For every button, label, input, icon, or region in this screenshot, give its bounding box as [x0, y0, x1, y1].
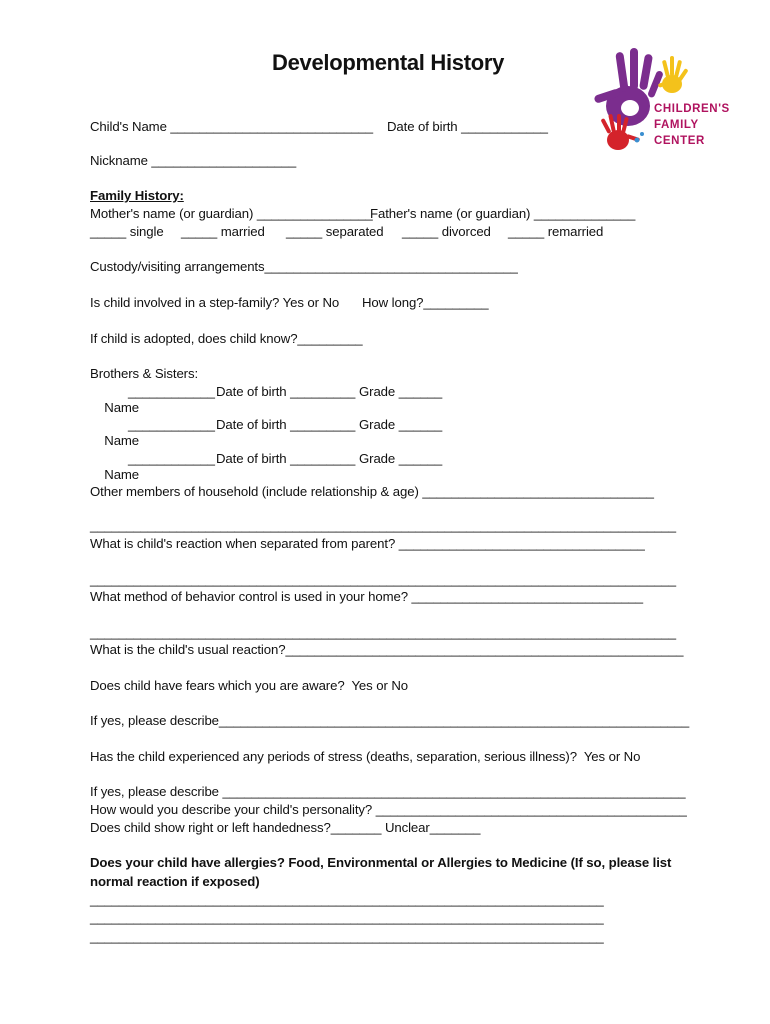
- family-history-heading: Family History:: [90, 188, 184, 203]
- allergies-question: Does your child have allergies? Food, Environmental or Allergies to Medicine (If so, please list: [90, 855, 672, 870]
- handedness-field[interactable]: Does child show right or left handedness?_______ Unclear_______: [90, 820, 481, 835]
- fathers-name-field[interactable]: Father's name (or guardian) ______________: [370, 206, 636, 221]
- how-long-field[interactable]: How long?_________: [362, 295, 489, 310]
- status-separated-field[interactable]: _____ separated: [286, 224, 384, 239]
- sibling-dob-field[interactable]: Date of birth _________: [216, 451, 356, 466]
- fears-describe-field[interactable]: If yes, please describe_________________________________________________________________: [90, 713, 690, 728]
- blank-answer-line[interactable]: _________________________________________________________________________________: [90, 572, 676, 587]
- allergy-answer-line[interactable]: _______________________________________________________________________: [90, 892, 604, 907]
- stress-question[interactable]: Has the child experienced any periods of stress (deaths, separation, serious illness)? Yes or No: [90, 749, 641, 764]
- sibling-dob-field[interactable]: Date of birth _________: [216, 384, 356, 399]
- logo-text-line-3: CENTER: [654, 135, 705, 147]
- logo-text-line-2: FAMILY: [654, 119, 699, 131]
- page-title: Developmental History: [272, 50, 505, 75]
- behavior-control-field[interactable]: What method of behavior control is used in your home? ________________________________: [90, 589, 644, 604]
- sibling-name-label: Name: [104, 433, 140, 448]
- custody-field[interactable]: Custody/visiting arrangements___________________________________: [90, 259, 518, 274]
- other-members-field[interactable]: Other members of household (include relationship & age) ________________________________: [90, 484, 654, 499]
- brothers-sisters-heading: Brothers & Sisters:: [90, 366, 199, 381]
- logo-text-line-1: CHILDREN'S: [654, 103, 730, 115]
- personality-field[interactable]: How would you describe your child's personality? ___________________________________________: [90, 802, 687, 817]
- allergies-question-continued: normal reaction if exposed): [90, 874, 260, 889]
- sibling-grade-field[interactable]: Grade ______: [359, 384, 443, 399]
- status-single-field[interactable]: _____ single: [90, 224, 164, 239]
- stress-describe-field[interactable]: If yes, please describe ________________________________________________________________: [90, 784, 686, 799]
- separation-reaction-field[interactable]: What is child's reaction when separated from parent? __________________________________: [90, 536, 645, 551]
- sibling-dob-field[interactable]: Date of birth _________: [216, 417, 356, 432]
- mothers-name-field[interactable]: Mother's name (or guardian) ________________: [90, 206, 373, 221]
- status-remarried-field[interactable]: _____ remarried: [508, 224, 604, 239]
- fears-question[interactable]: Does child have fears which you are aware? Yes or No: [90, 678, 408, 693]
- allergy-answer-line[interactable]: _______________________________________________________________________: [90, 910, 604, 925]
- sibling-name-field[interactable]: ____________: [128, 417, 215, 432]
- allergy-answer-line[interactable]: _______________________________________________________________________: [90, 929, 604, 944]
- sibling-grade-field[interactable]: Grade ______: [359, 451, 443, 466]
- sibling-grade-field[interactable]: Grade ______: [359, 417, 443, 432]
- nickname-field[interactable]: Nickname ____________________: [90, 153, 297, 168]
- status-divorced-field[interactable]: _____ divorced: [402, 224, 491, 239]
- usual-reaction-field[interactable]: What is the child's usual reaction?_______________________________________________________: [90, 642, 684, 657]
- sibling-name-label: Name: [104, 400, 140, 415]
- childs-name-field[interactable]: Child's Name ____________________________: [90, 119, 373, 134]
- step-family-question[interactable]: Is child involved in a step-family? Yes or No: [90, 295, 340, 310]
- adopted-question[interactable]: If child is adopted, does child know?_________: [90, 331, 363, 346]
- date-of-birth-field[interactable]: Date of birth ____________: [387, 119, 548, 134]
- blank-answer-line[interactable]: _________________________________________________________________________________: [90, 518, 676, 533]
- sibling-name-field[interactable]: ____________: [128, 451, 215, 466]
- status-married-field[interactable]: _____ married: [181, 224, 265, 239]
- sibling-name-field[interactable]: ____________: [128, 384, 215, 399]
- sibling-name-label: Name: [104, 467, 140, 482]
- blank-answer-line[interactable]: _________________________________________________________________________________: [90, 625, 676, 640]
